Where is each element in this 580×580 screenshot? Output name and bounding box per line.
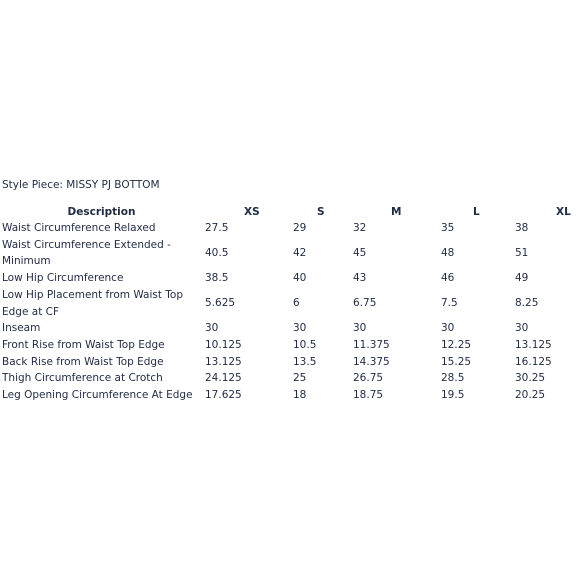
value-s: 29 (293, 222, 307, 234)
value-l: 30 (441, 322, 455, 335)
value-m: 14.375 (353, 355, 390, 368)
value-m: 32 (353, 222, 367, 234)
table-row (2, 237, 578, 270)
value-xl: 38 (515, 222, 529, 234)
value-s: 25 (293, 372, 307, 385)
value-m: 18.75 (353, 389, 384, 402)
value-xs: 40.5 (205, 247, 229, 260)
header-size-l: L (473, 206, 480, 218)
value-s: 30 (293, 322, 307, 335)
value-xl: 20.25 (515, 389, 546, 402)
value-s: 10.5 (293, 338, 317, 351)
value-xl: 13.125 (515, 338, 552, 351)
value-m: 6.75 (353, 297, 377, 310)
size-spec-sheet (2, 178, 578, 404)
row-description: Inseam (2, 322, 41, 335)
table-row (2, 270, 578, 287)
value-l: 15.25 (441, 355, 472, 368)
value-xs: 10.125 (205, 338, 242, 351)
row-description: Front Rise from Waist Top Edge (2, 338, 165, 351)
row-description: Waist Circumference Extended - Minimum (2, 238, 171, 268)
table-row (2, 287, 578, 320)
header-description: Description (67, 206, 136, 218)
value-l: 19.5 (441, 389, 465, 402)
row-description: Low Hip Placement from Waist Top Edge at CF (2, 288, 184, 318)
value-xs: 38.5 (205, 272, 229, 285)
value-xs: 17.625 (205, 389, 242, 402)
style-piece-label: Style Piece: MISSY PJ BOTTOM (2, 179, 160, 191)
table-row (2, 320, 578, 337)
value-s: 40 (293, 272, 307, 285)
row-description: Waist Circumference Relaxed (2, 222, 156, 234)
table-row (2, 220, 578, 237)
value-s: 13.5 (293, 355, 317, 368)
header-size-m: M (391, 206, 402, 218)
row-description: Back Rise from Waist Top Edge (2, 355, 164, 368)
value-m: 43 (353, 272, 367, 285)
row-description: Thigh Circumference at Crotch (2, 372, 163, 385)
value-xs: 13.125 (205, 355, 242, 368)
row-description: Leg Opening Circumference At Edge (2, 389, 193, 402)
table-row (2, 370, 578, 387)
value-xl: 51 (515, 247, 529, 260)
value-l: 28.5 (441, 372, 465, 385)
value-l: 12.25 (441, 338, 472, 351)
value-xs: 27.5 (205, 222, 229, 234)
value-xl: 30 (515, 322, 529, 335)
header-size-xs: XS (244, 206, 260, 218)
value-m: 26.75 (353, 372, 384, 385)
table-row (2, 337, 578, 354)
size-spec-table (2, 204, 578, 404)
value-s: 18 (293, 389, 307, 402)
value-s: 42 (293, 247, 307, 260)
value-m: 11.375 (353, 338, 390, 351)
value-l: 35 (441, 222, 455, 234)
value-l: 46 (441, 272, 455, 285)
value-xl: 49 (515, 272, 529, 285)
value-l: 7.5 (441, 297, 458, 310)
row-description: Low Hip Circumference (2, 272, 124, 285)
value-m: 30 (353, 322, 367, 335)
value-xl: 16.125 (515, 355, 552, 368)
value-xs: 24.125 (205, 372, 242, 385)
value-xl: 30.25 (515, 372, 546, 385)
value-l: 48 (441, 247, 455, 260)
value-xs: 30 (205, 322, 219, 335)
table-row (2, 354, 578, 371)
table-row (2, 387, 578, 404)
value-xl: 8.25 (515, 297, 539, 310)
header-size-s: S (317, 206, 325, 218)
value-xs: 5.625 (205, 297, 236, 310)
header-size-xl: XL (556, 206, 571, 218)
table-header-row (2, 204, 578, 220)
value-m: 45 (353, 247, 367, 260)
value-s: 6 (293, 297, 300, 310)
